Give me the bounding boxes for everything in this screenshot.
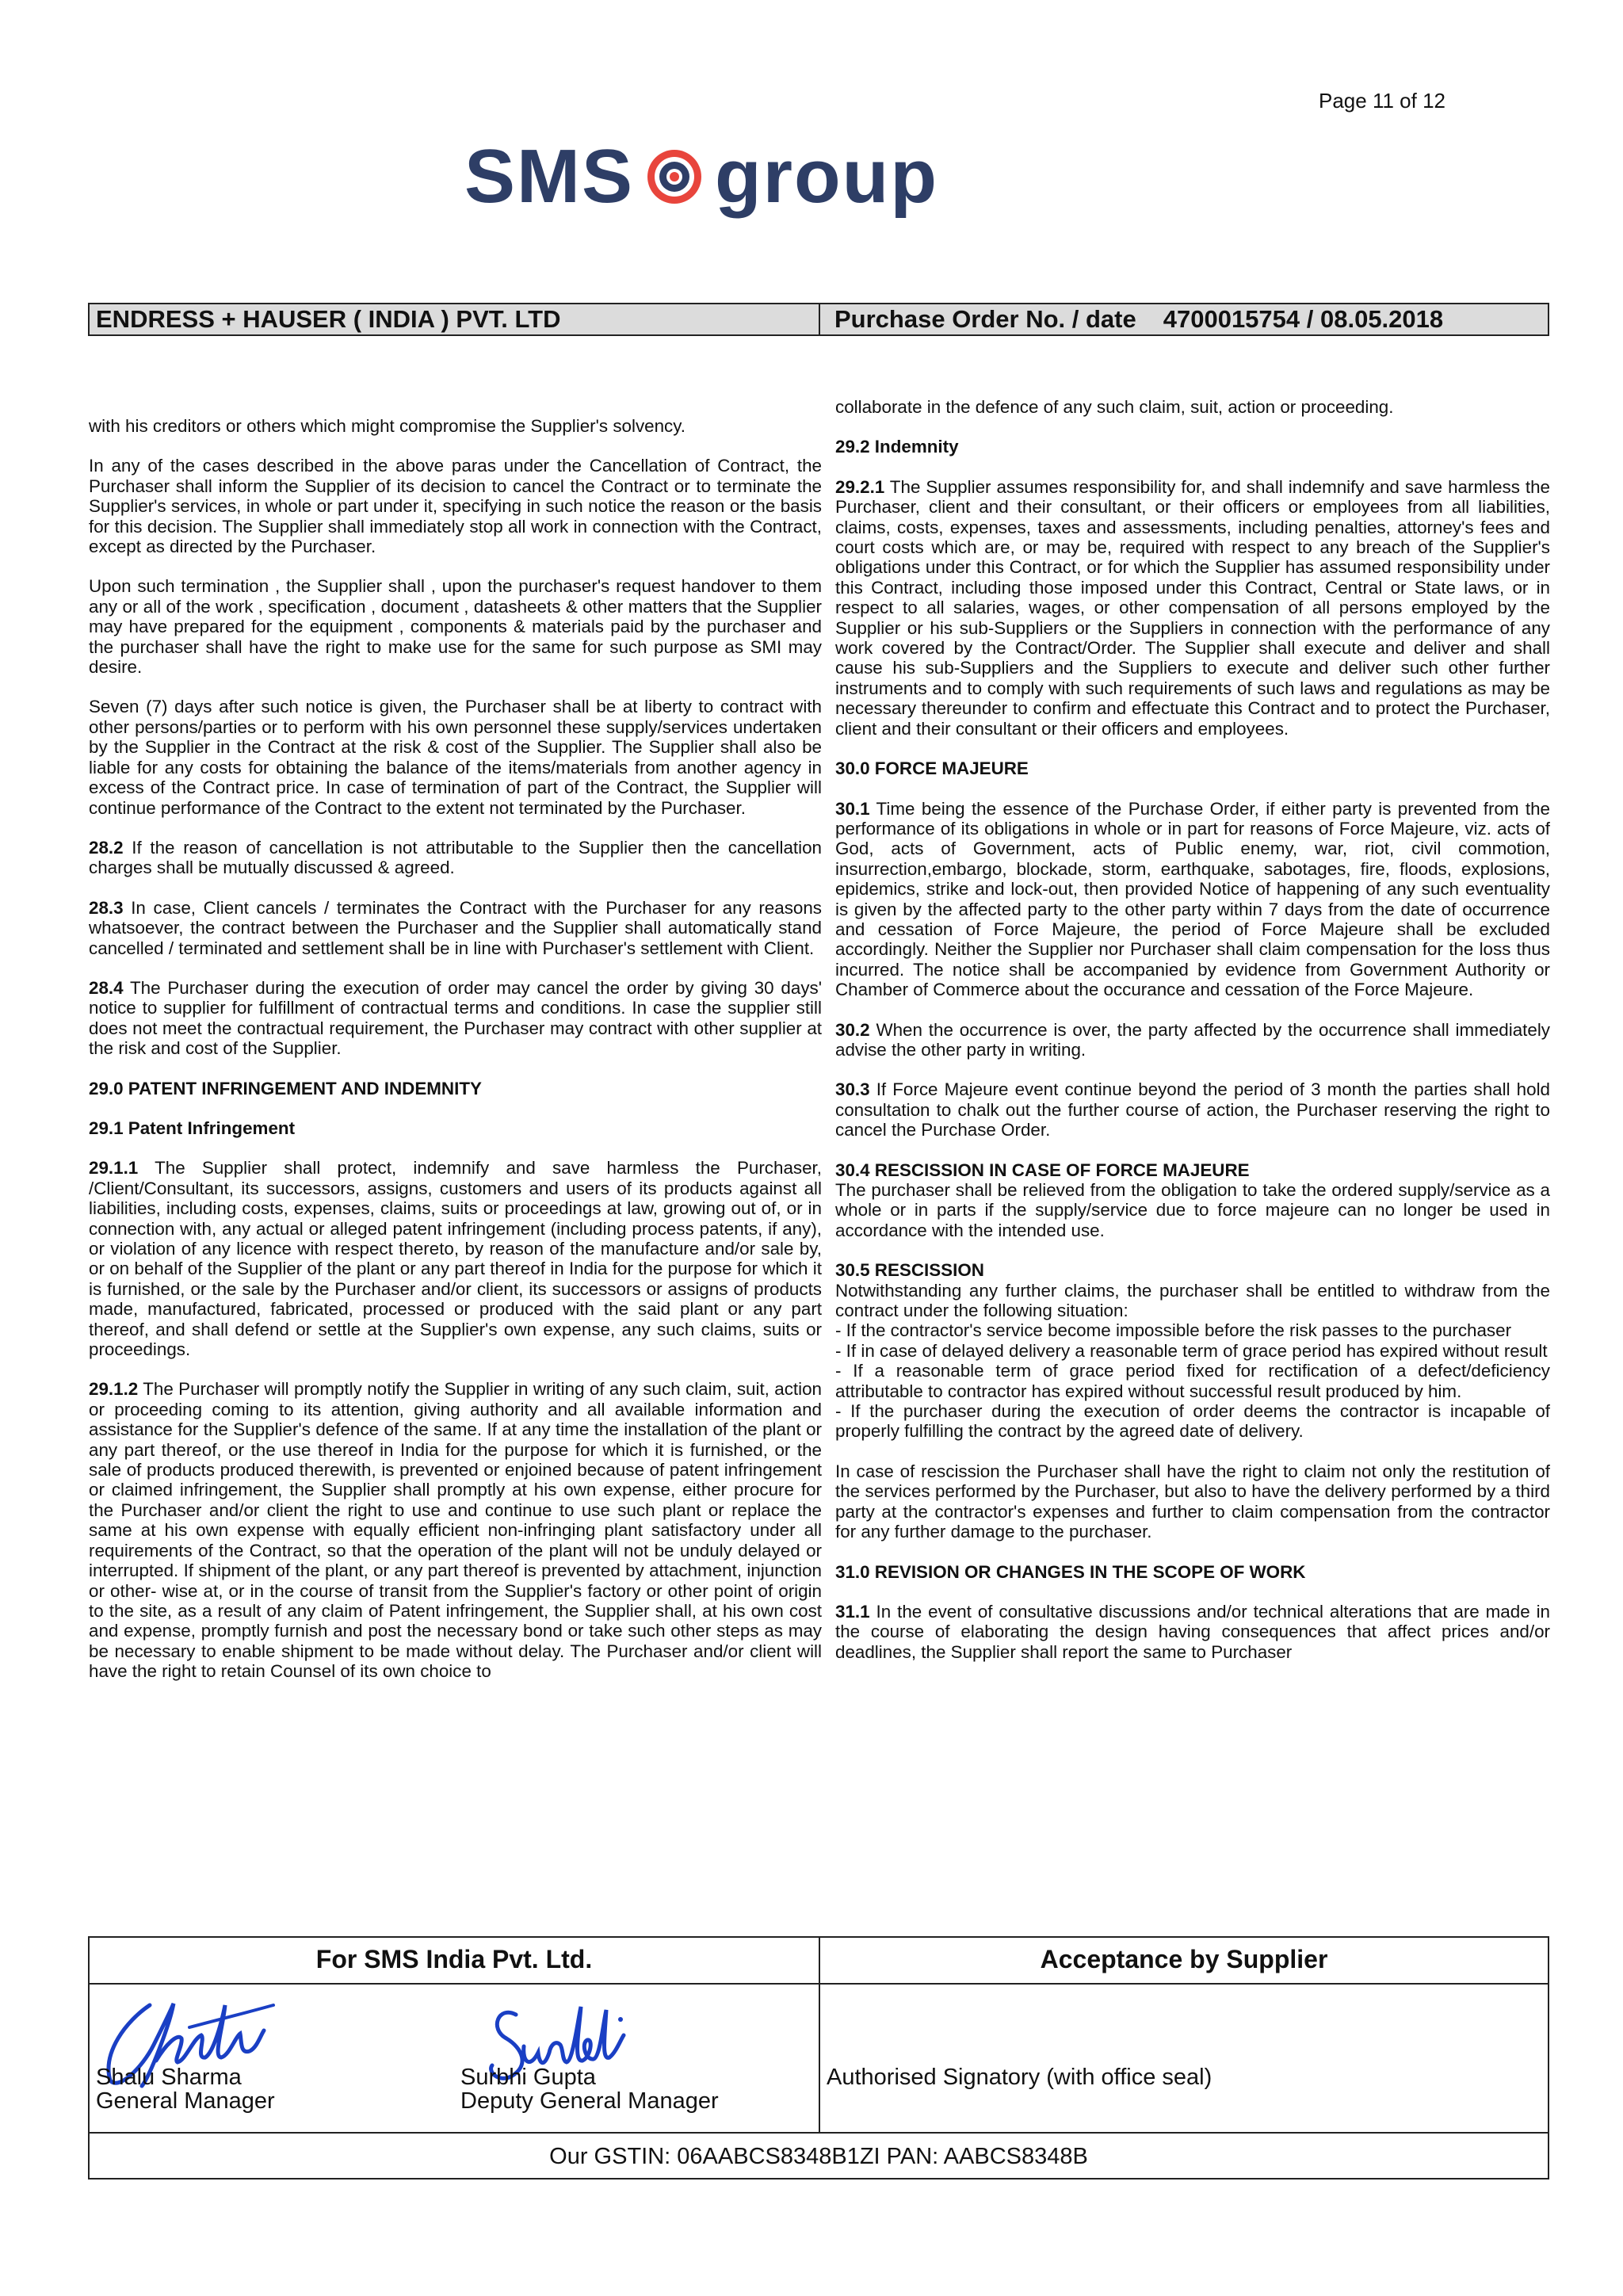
document-header	[88, 303, 1549, 336]
clause-number: 30.1	[835, 798, 870, 819]
company-name: ENDRESS + HAUSER ( INDIA ) PVT. LTD	[90, 304, 820, 334]
clause-31-1	[835, 1602, 1550, 1662]
clause-30-1	[835, 799, 1550, 1000]
clause-29-1-2	[89, 1379, 822, 1681]
po-value: 4700015754 / 08.05.2018	[1163, 305, 1444, 333]
clause-text: The Purchaser during the execution of order may cancel the order by giving 30 days' notice to supplier for fulfillment of contractual terms and conditions. In case the supplier still does not meet the contractual requirement, the Purchaser may contract with other supplier at the risk and cost of the Supplier.	[89, 977, 822, 1059]
signatory-name: Shalu Sharma	[96, 2065, 242, 2090]
clause-28-2	[89, 838, 822, 878]
clause-30-2	[835, 1020, 1550, 1060]
section-heading: 29.0 PATENT INFRINGEMENT AND INDEMNITY	[89, 1078, 482, 1098]
subsection-heading: 30.5 RESCISSION	[835, 1260, 984, 1281]
list-item: - If in case of delayed delivery a reasonable term of grace period has expired without result	[835, 1340, 1548, 1361]
clause-text: The Purchaser will promptly notify the Supplier in writing of any such claim, suit, action or proceeding coming to its attention, giving authority and all available information and assistance for the Supplier's defence of the same. If at any time the installation of the plant or any part thereof, or the use thereof in India for the purpose for which it is furnished, or the sale of products produced therewith, is prevented or enjoined because of patent infringement or claimed infringement, the Supplier shall promptly at his own expense, either procure for the Purchaser and/or client the right to use and continue to use such plant or replace the same at his own expense with equally efficient non-infringing plant satisfactory under all requirements of the Contract, so that the operation of the plant will not be unduly delayed or interrupted. If shipment of the plant, or any part thereof is prevented by attachment, injunction or other- wise at, or in the course of transit from the Supplier's factory or other point of origin to the site, as a result of any claim of Patent infringement, the Supplier shall, at his own cost and expense, promptly furnish and post the necessary bond or take such other steps as may be necessary to enable shipment to be made without delay. The Purchaser and/or client will have the right to retain Counsel of its own choice to	[89, 1379, 822, 1682]
paragraph: with his creditors or others which might compromise the Supplier's solvency.	[89, 416, 685, 436]
sms-ring-logo-icon	[645, 147, 704, 206]
clause-text: In the event of consultative discussions and/or technical alterations that are made in the course of elaborating the design having consequences that affect prices and/or deadlines, the Supplier shall report the same to Purchaser	[835, 1601, 1550, 1662]
list-item: - If the contractor's service become impossible before the risk passes to the purchaser	[835, 1320, 1512, 1341]
clause-text: In case, Client cancels / terminates the Contract with the Purchaser for any reasons whatsoever, the contract between the Purchaser and the Supplier shall automatically stand cancelled / terminated and settlement shall be in line with Purchaser's settlement with Client.	[89, 897, 822, 958]
page-number: Page 11 of 12	[1319, 89, 1445, 113]
clause-30-3	[835, 1079, 1550, 1140]
clause-number: 28.4	[89, 977, 124, 998]
gstin-pan: Our GSTIN: 06AABCS8348B1ZI PAN: AABCS8348B	[90, 2132, 1548, 2179]
clause-number: 29.1.1	[89, 1158, 139, 1179]
po-label: Purchase Order No. / date	[834, 305, 1136, 333]
signatory-shalu	[96, 2065, 275, 2113]
signatory-title: Deputy General Manager	[460, 2088, 719, 2114]
signature-table-header	[90, 1938, 1548, 1985]
clause-number: 31.1	[835, 1601, 870, 1622]
logo-word-sms: SMS	[464, 134, 635, 219]
clause-number: 28.2	[89, 837, 124, 858]
paragraph: Seven (7) days after such notice is given, the Purchaser shall be at liberty to contract with other persons/parties or to perform with his own personnel these supply/services undertaken by the Supplier in the Contract at the risk & cost of the Supplier. The Supplier shall also be liable for any costs for obtaining the balance of the items/materials from another agency in excess of the Contract price. In case of termination of part of the Contract, the Supplier will continue performance of the Contract to the extent not terminated by the Purchaser.	[89, 697, 822, 818]
section-heading: 30.0 FORCE MAJEURE	[835, 758, 1029, 779]
signature-table-body	[90, 1983, 1548, 2132]
list-item: - If a reasonable term of grace period fixed for rectification of a defect/deficiency attributable to contractor has expired without successful result produced by him.	[835, 1361, 1550, 1401]
section-heading: 31.0 REVISION OR CHANGES IN THE SCOPE OF WORK	[835, 1561, 1306, 1582]
column-divider	[819, 1983, 820, 2132]
signature-table	[88, 1936, 1549, 2179]
clause-text: If Force Majeure event continue beyond the period of 3 month the parties shall hold consultation to chalk out the further course of action, the Purchaser reserving the right to cancel the Purchase Order.	[835, 1079, 1550, 1140]
clause-number: 30.3	[835, 1079, 870, 1100]
supplier-heading: Acceptance by Supplier	[1040, 1945, 1328, 1973]
clause-28-3	[89, 898, 822, 958]
signatory-title: General Manager	[96, 2088, 275, 2114]
clause-text: The Supplier assumes responsibility for, and shall indemnify and save harmless the Purchaser, client and their consultant, or their officers or employees from all liabilities, claims, costs, expenses, taxes and assessments, including penalties, attorney's fees and court costs which are, or may be, required with respect to any breach of the Supplier's obligations under this Contract, or for which the Supplier has assumed responsibility under this Contract, including those imposed under this Contract, Central or State laws, or in respect to all salaries, wages, or other compensation of all persons employed by the Supplier or his sub-Suppliers or the Suppliers in connection with the performance of any work covered by the Contract/Order. The Supplier shall execute and deliver and shall cause his sub-Suppliers and the Suppliers to execute and deliver such other further instruments and to comply with such requirements of such laws and regulations as may be necessary thereunder to confirm and effectuate this Contract and to protect the Purchaser, client and their consultant or their officers and employees.	[835, 476, 1550, 739]
list-item: - If the purchaser during the execution of order deems the contractor is incapable of properly fulfilling the contract by the agreed date of delivery.	[835, 1401, 1550, 1442]
right-column	[835, 397, 1550, 1662]
clause-text: If the reason of cancellation is not attributable to the Supplier then the cancellation charges shall be mutually discussed & agreed.	[89, 837, 822, 878]
signatory-surbhi	[460, 2065, 719, 2113]
clause-29-1-1	[89, 1158, 822, 1359]
paragraph: The purchaser shall be relieved from the obligation to take the ordered supply/service as a whole or in parts if the supply/service due to force majeure can no longer be used in accordance with the intended use.	[835, 1180, 1550, 1240]
signatory-name: Surbhi Gupta	[460, 2065, 596, 2090]
clause-text: When the occurrence is over, the party affected by the occurrence shall immediately advise the other party in writing.	[835, 1019, 1550, 1060]
sms-group-logo	[464, 133, 972, 220]
paragraph: Upon such termination , the Supplier shall , upon the purchaser's request handover to them any or all of the work , specification , document , datasheets & other matters that the Supplier may have prepared for the equipment , components & materials paid by the purchaser and the purchaser shall have the right to make use for the same for such purpose as SMI may desire.	[89, 576, 822, 678]
logo-word-group: group	[715, 134, 938, 219]
clause-28-4	[89, 978, 822, 1059]
clause-number: 29.1.2	[89, 1379, 139, 1400]
subsection-heading: 30.4 RESCISSION IN CASE OF FORCE MAJEURE	[835, 1159, 1250, 1180]
subsection-heading: 29.1 Patent Infringement	[89, 1117, 296, 1138]
paragraph: collaborate in the defence of any such claim, suit, action or proceeding.	[835, 397, 1394, 417]
paragraph: Notwithstanding any further claims, the purchaser shall be entitled to withdraw from the contract under the following situation:	[835, 1280, 1550, 1321]
clause-29-2-1	[835, 477, 1550, 739]
subsection-heading: 29.2 Indemnity	[835, 437, 959, 457]
clause-number: 28.3	[89, 897, 124, 918]
clause-number: 30.2	[835, 1019, 870, 1040]
supplier-signatory: Authorised Signatory (with office seal)	[827, 2065, 1212, 2090]
clause-text: The Supplier shall protect, indemnify and save harmless the Purchaser, /Client/Consultant, its successors, assigns, customers and users of its products against all liabilities, including costs, expenses, claims, suits or proceedings at law, growing out of, or in connection with, any actual or alleged patent infringement (including process patents, if any), or violation of any licence with respect thereto, by reason of the manufacture and/or sale by, or on behalf of the Supplier of the plant or any part thereof in India for the purpose for which it is furnished, or the sale by the Purchaser and/or client, its successors or assigns of products made, manufactured, fabricated, processed or produced with the said plant or any part thereof, and shall defend or settle at the Supplier's own expense, any such claims, suits or proceedings.	[89, 1158, 822, 1360]
clause-number: 29.2.1	[835, 476, 885, 497]
clause-text: Time being the essence of the Purchase Order, if either party is prevented from the performance of its obligations in whole or in part for reasons of Force Majeure, viz. acts of God, acts of Government, acts of Public enemy, war, riot, civil commotion, insurrection,embargo, blockade, storm, earthquake, sabotages, fire, floods, explosions, epidemics, strike and lock-out, then provided Notice of happening of any such eventuality is given by the affected party to the other party within 7 days from the date of occurrence and cessation of Force Majeure, the period of Force Majeure shall be excluded accordingly. Neither the Supplier nor Purchaser shall claim compensation for the loss thus incurred. The notice shall be accompanied by evidence from Government Authority or Chamber of Commerce about the occurance and cessation of the Force Majeure.	[835, 798, 1550, 1000]
paragraph: In case of rescission the Purchaser shall have the right to claim not only the restitution of the services performed by the Purchaser, but also to have the delivery performed by a third party at the contractor's expenses and further to claim compensation from the contractor for any further damage to the purchaser.	[835, 1461, 1550, 1542]
sms-heading: For SMS India Pvt. Ltd.	[90, 1938, 820, 1983]
paragraph: In any of the cases described in the above paras under the Cancellation of Contract, the Purchaser shall inform the Supplier of its decision to cancel the Contract or to terminate the Supplier's services, in whole or part under it, specifying in such notice the reason or the basis for this decision. The Supplier shall immediately stop all work in connection with the Contract, except as directed by the Purchaser.	[89, 456, 822, 557]
left-column	[89, 396, 822, 1682]
purchase-order-info	[820, 304, 1548, 334]
